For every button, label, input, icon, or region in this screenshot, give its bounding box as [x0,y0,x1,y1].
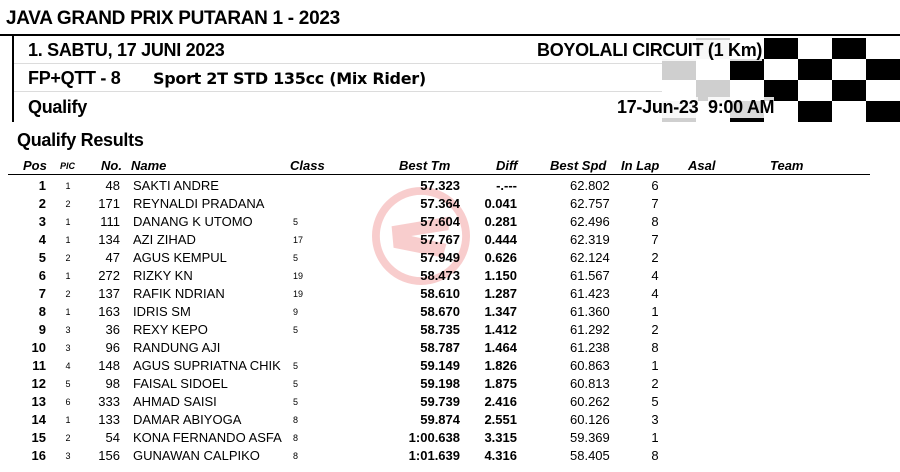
cell-pos: 16 [31,448,46,463]
cell-in-lap: 2 [651,250,659,265]
cell-pos: 14 [31,412,46,427]
header-rule [8,174,870,175]
cell-pic: 1 [65,181,71,191]
table-row [0,177,900,195]
cell-no: 133 [98,412,120,427]
session-date: 17-Jun-23 [617,97,699,117]
cell-best-spd: 60.126 [570,412,610,427]
cell-no: 36 [105,322,120,337]
cell-best-spd: 61.423 [570,286,610,301]
cell-class: 9 [293,307,299,317]
cell-best-spd: 61.360 [570,304,610,319]
cell-class: 5 [293,325,299,335]
cell-no: 171 [98,196,120,211]
cell-pos: 5 [38,250,46,265]
col-pic: PIC [60,161,76,171]
cell-pic: 2 [65,289,71,299]
cell-diff: 1.412 [484,322,517,337]
cell-name: AGUS KEMPUL [133,250,227,265]
cell-in-lap: 1 [651,430,659,445]
flag-square [696,59,730,80]
cell-pic: 1 [65,271,71,281]
cell-best-spd: 61.292 [570,322,610,337]
header-divider [14,91,664,92]
cell-best-spd: 61.238 [570,340,610,355]
cell-name: GUNAWAN CALPIKO [133,448,260,463]
cell-best-tm: 58.473 [420,268,460,283]
cell-name: REXY KEPO [133,322,208,337]
cell-no: 137 [98,286,120,301]
cell-pos: 15 [31,430,46,445]
flag-square [866,38,900,59]
cell-pic: 2 [65,199,71,209]
cell-name: RANDUNG AJI [133,340,221,355]
cell-best-spd: 61.567 [570,268,610,283]
cell-best-tm: 57.767 [420,232,460,247]
cell-best-spd: 60.262 [570,394,610,409]
cell-diff: 1.287 [484,286,517,301]
header-divider [14,63,664,64]
cell-class: 17 [293,235,304,245]
table-row [0,411,900,429]
col-best-tm: Best Tm [399,158,451,173]
cell-in-lap: 4 [651,286,659,301]
cell-pos: 3 [38,214,46,229]
cell-pos: 4 [38,232,46,247]
cell-class: 5 [293,379,299,389]
cell-best-spd: 62.757 [570,196,610,211]
cell-class: 5 [293,217,299,227]
cell-best-tm: 57.604 [420,214,460,229]
cell-diff: 2.551 [484,412,517,427]
cell-diff: 2.416 [484,394,517,409]
cell-pos: 1 [38,178,46,193]
flag-square [764,59,798,80]
table-row [0,321,900,339]
table-row [0,267,900,285]
cell-no: 54 [105,430,120,445]
table-row [0,447,900,465]
table-row [0,249,900,267]
flag-square [798,80,832,101]
cell-pos: 12 [31,376,46,391]
flag-square [662,59,696,80]
cell-best-spd: 62.319 [570,232,610,247]
cell-no: 48 [105,178,120,193]
cell-best-tm: 58.787 [420,340,460,355]
flag-square [798,38,832,59]
session-time: 9:00 AM [708,97,775,117]
cell-pic: 6 [65,397,71,407]
table-row [0,303,900,321]
cell-best-spd: 62.124 [570,250,610,265]
cell-pos: 11 [32,358,46,373]
cell-best-tm: 58.610 [420,286,460,301]
cell-diff: 1.150 [484,268,517,283]
cell-name: RIZKY KN [133,268,193,283]
circuit-name: BOYOLALI CIRCUIT (1 Km) [537,40,763,60]
cell-diff: 1.875 [484,376,517,391]
cell-pos: 2 [38,196,46,211]
flag-square [866,101,900,122]
results-title: Qualify Results [17,130,144,150]
cell-pos: 8 [38,304,46,319]
cell-diff: 0.444 [484,232,517,247]
flag-square [730,59,764,80]
cell-diff: 0.626 [484,250,517,265]
cell-pos: 7 [38,286,46,301]
cell-in-lap: 7 [651,196,659,211]
cell-pic: 1 [65,307,71,317]
cell-no: 47 [105,250,120,265]
cell-best-tm: 59.198 [420,376,460,391]
class-name: Sport 2T STD 135cc (Mix Rider) [153,69,426,88]
session-type: Qualify [28,97,87,117]
cell-pic: 5 [65,379,71,389]
event-title: JAVA GRAND PRIX PUTARAN 1 - 2023 [6,8,340,29]
table-row [0,429,900,447]
cell-best-tm: 58.670 [420,304,460,319]
cell-name: IDRIS SM [133,304,191,319]
cell-best-tm: 59.874 [420,412,460,427]
col-best-spd: Best Spd [550,158,607,173]
col-asal: Asal [688,158,716,173]
cell-in-lap: 4 [651,268,659,283]
table-row [0,195,900,213]
cell-in-lap: 6 [651,178,659,193]
col-pos: Pos [23,158,47,173]
flag-square [764,38,798,59]
flag-square [798,101,832,122]
cell-class: 5 [293,253,299,263]
cell-no: 96 [105,340,120,355]
cell-class: 8 [293,415,299,425]
cell-no: 156 [98,448,120,463]
cell-class: 5 [293,397,299,407]
flag-square [832,38,866,59]
cell-name: AHMAD SAISI [133,394,217,409]
cell-in-lap: 8 [651,448,659,463]
cell-best-spd: 59.369 [570,430,610,445]
table-row [0,393,900,411]
cell-pic: 3 [65,451,71,461]
cell-no: 134 [98,232,120,247]
cell-no: 333 [98,394,120,409]
title-bar [0,0,900,36]
table-row [0,375,900,393]
table-row [0,213,900,231]
cell-in-lap: 7 [651,232,659,247]
cell-pic: 1 [65,235,71,245]
date-line: 1. SABTU, 17 JUNI 2023 [28,40,225,60]
cell-best-spd: 58.405 [570,448,610,463]
cell-in-lap: 1 [651,304,659,319]
cell-diff: 0.041 [484,196,517,211]
flag-square [832,101,866,122]
flag-square [832,59,866,80]
cell-best-tm: 59.149 [420,358,460,373]
cell-name: AGUS SUPRIATNA CHIK [133,358,281,373]
cell-best-tm: 59.739 [420,394,460,409]
cell-name: FAISAL SIDOEL [133,376,228,391]
cell-best-spd: 60.863 [570,358,610,373]
cell-name: DANANG K UTOMO [133,214,253,229]
cell-no: 163 [98,304,120,319]
cell-name: KONA FERNANDO ASFA [133,430,282,445]
cell-no: 98 [105,376,120,391]
cell-class: 8 [293,433,299,443]
cell-pic: 4 [65,361,71,371]
cell-pic: 2 [65,253,71,263]
cell-diff: 3.315 [484,430,517,445]
cell-name: RAFIK NDRIAN [133,286,225,301]
col-diff: Diff [496,158,518,173]
cell-diff: -.--- [496,178,517,193]
cell-in-lap: 2 [651,376,659,391]
flag-square [866,80,900,101]
cell-best-tm: 1:00.638 [408,430,460,445]
cell-best-tm: 58.735 [420,322,460,337]
col-no: No. [101,158,122,173]
cell-class: 5 [293,361,299,371]
cell-no: 111 [100,214,120,229]
cell-best-spd: 62.802 [570,178,610,193]
cell-pos: 10 [31,340,46,355]
flag-square [798,59,832,80]
flag-square [866,59,900,80]
cell-pos: 13 [31,394,46,409]
cell-pic: 1 [65,217,71,227]
table-row [0,339,900,357]
cell-pic: 2 [65,433,71,443]
cell-name: DAMAR ABIYOGA [133,412,242,427]
cell-no: 148 [98,358,120,373]
cell-best-tm: 57.949 [420,250,460,265]
cell-best-spd: 60.813 [570,376,610,391]
table-row [0,357,900,375]
cell-name: AZI ZIHAD [133,232,196,247]
col-name: Name [131,158,167,173]
cell-best-tm: 57.364 [420,196,460,211]
table-row [0,231,900,249]
cell-pos: 9 [38,322,46,337]
cell-in-lap: 5 [651,394,659,409]
cell-in-lap: 8 [651,340,659,355]
cell-pic: 3 [65,325,71,335]
cell-diff: 4.316 [484,448,517,463]
cell-class: 19 [293,289,304,299]
cell-diff: 1.347 [484,304,517,319]
cell-pos: 6 [38,268,46,283]
cell-in-lap: 3 [651,412,659,427]
cell-diff: 1.464 [484,340,517,355]
cell-pic: 3 [65,343,71,353]
cell-class: 19 [293,271,304,281]
cell-in-lap: 2 [651,322,659,337]
cell-in-lap: 8 [651,214,659,229]
session-code: FP+QTT - 8 [28,68,121,88]
table-row [0,285,900,303]
cell-no: 272 [98,268,120,283]
cell-diff: 1.826 [484,358,517,373]
cell-diff: 0.281 [484,214,517,229]
cell-best-tm: 57.323 [420,178,460,193]
col-class: Class [290,158,325,173]
cell-name: SAKTI ANDRE [133,178,219,193]
col-team: Team [770,158,804,173]
cell-best-tm: 1:01.639 [408,448,460,463]
cell-name: REYNALDI PRADANA [133,196,265,211]
cell-class: 8 [293,451,299,461]
flag-square [832,80,866,101]
col-in-lap: In Lap [621,158,660,173]
cell-pic: 1 [65,415,71,425]
cell-best-spd: 62.496 [570,214,610,229]
cell-in-lap: 1 [651,358,659,373]
